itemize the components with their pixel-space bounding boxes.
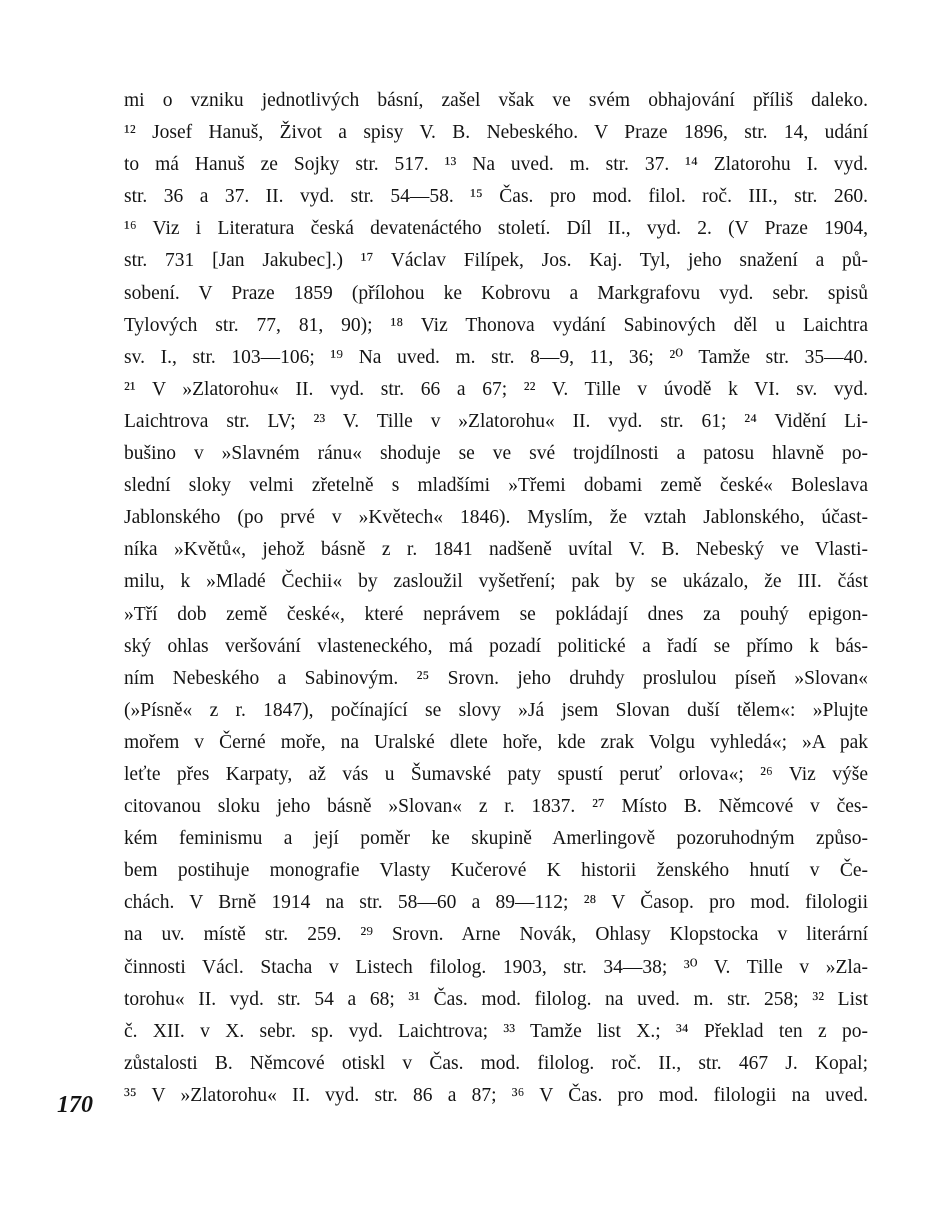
text-line: Tylových str. 77, 81, 90); ¹⁸ Viz Thonova vydání Sabinových děl u Laichtra [124, 314, 868, 336]
text-line: mořem v Černé moře, na Uralské dlete hoře, kde zrak Volgu vyhledá«; »A pak [124, 731, 868, 753]
text-line: sobení. V Praze 1859 (přílohou ke Kobrovu a Markgrafovu vyd. sebr. spisů [124, 282, 868, 304]
text-line: slední sloky velmi zřetelně s mladšími »Třemi dobami země české« Boleslava [124, 475, 868, 497]
text-line: milu, k »Mladé Čechii« by zasloužil vyšetření; pak by se ukázalo, že III. část [124, 571, 868, 593]
text-line: to má Hanuš ze Sojky str. 517. ¹³ Na uved. m. str. 37. ¹⁴ Zlatorohu I. vyd. [124, 154, 868, 176]
text-line: chách. V Brně 1914 na str. 58—60 a 89—112; ²⁸ V Časop. pro mod. filologii [124, 892, 868, 914]
text-line: činnosti Václ. Stacha v Listech filolog. 1903, str. 34—38; ³⁰ V. Tille v »Zla- [124, 956, 868, 978]
footnotes-text [124, 85, 868, 1112]
text-line: torohu« II. vyd. str. 54 a 68; ³¹ Čas. mod. filolog. na uved. m. str. 258; ³² List [124, 988, 868, 1010]
text-line: na uv. místě str. 259. ²⁹ Srovn. Arne Novák, Ohlasy Klopstocka v literární [124, 924, 868, 946]
text-line: ³⁵ V »Zlatorohu« II. vyd. str. 86 a 87; ³⁶ V Čas. pro mod. filologii na uved. [124, 1084, 868, 1106]
text-line: »Tří dob země české«, které neprávem se pokládají dnes za pouhý epigon- [124, 603, 868, 625]
text-line: bem postihuje monografie Vlasty Kučerové K historii ženského hnutí v Če- [124, 860, 868, 882]
text-line: Laichtrova str. LV; ²³ V. Tille v »Zlatorohu« II. vyd. str. 61; ²⁴ Vidění Li- [124, 410, 868, 432]
text-line: ²¹ V »Zlatorohu« II. vyd. str. 66 a 67; ²² V. Tille v úvodě k VI. sv. vyd. [124, 378, 868, 400]
page-number: 170 [57, 1092, 93, 1118]
text-line: níka »Květů«, jehož básně z r. 1841 nadšeně uvítal V. B. Nebeský ve Vlasti- [124, 539, 868, 561]
text-line: mi o vzniku jednotlivých básní, zašel však ve svém obhajování příliš daleko. [124, 90, 868, 111]
text-line: Jablonského (po prvé v »Květech« 1846). Myslím, že vztah Jablonského, účast- [124, 507, 868, 529]
text-line: (»Písně« z r. 1847), počínající se slovy »Já jsem Slovan duší tělem«: »Plujte [124, 699, 868, 721]
text-line: ¹⁶ Viz i Literatura česká devatenáctého století. Díl II., vyd. 2. (V Praze 1904, [124, 218, 868, 240]
text-line: bušino v »Slavném ránu« shoduje se ve své trojdílnosti a patosu hlavně po- [124, 443, 868, 465]
text-line: leťte přes Karpaty, až vás u Šumavské paty spustí peruť orlova«; ²⁶ Viz výše [124, 763, 868, 785]
text-line: zůstalosti B. Němcové otiskl v Čas. mod. filolog. roč. II., str. 467 J. Kopal; [124, 1052, 868, 1074]
text-line: sv. I., str. 103—106; ¹⁹ Na uved. m. str. 8—9, 11, 36; ²⁰ Tamže str. 35—40. [124, 346, 868, 368]
text-line: kém feminismu a její poměr ke skupině Amerlingově pozoruhodným způso- [124, 828, 868, 850]
text-line: str. 731 [Jan Jakubec].) ¹⁷ Václav Filípek, Jos. Kaj. Tyl, jeho snažení a pů- [124, 250, 868, 272]
text-line: č. XII. v X. sebr. sp. vyd. Laichtrova; ³³ Tamže list X.; ³⁴ Překlad ten z po- [124, 1020, 868, 1042]
text-line: ¹² Josef Hanuš, Život a spisy V. B. Nebeského. V Praze 1896, str. 14, udání [124, 122, 868, 144]
text-line: citovanou sloku jeho básně »Slovan« z r. 1837. ²⁷ Místo B. Němcové v čes- [124, 796, 868, 818]
text-line: str. 36 a 37. II. vyd. str. 54—58. ¹⁵ Čas. pro mod. filol. roč. III., str. 260. [124, 186, 868, 208]
text-line: ský ohlas veršování vlasteneckého, má pozadí politické a řadí se přímo k bás- [124, 635, 868, 657]
text-line: ním Nebeského a Sabinovým. ²⁵ Srovn. jeho druhdy proslulou píseň »Slovan« [124, 667, 868, 689]
